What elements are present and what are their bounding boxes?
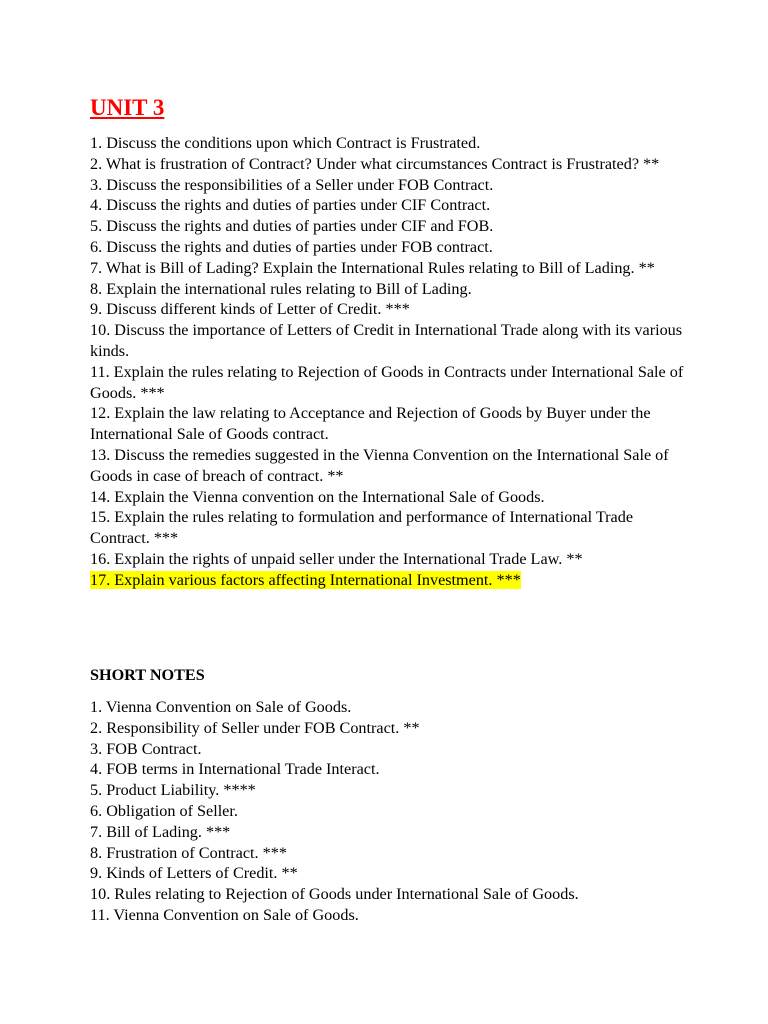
short-note-item: 4. FOB terms in International Trade Interact. xyxy=(90,760,380,779)
short-note-item: 5. Product Liability. **** xyxy=(90,781,256,800)
question-item: 6. Discuss the rights and duties of parties under FOB contract. xyxy=(90,237,493,256)
question-item: 4. Discuss the rights and duties of parties under CIF Contract. xyxy=(90,196,491,215)
question-item: 16. Explain the rights of unpaid seller under the International Trade Law. ** xyxy=(90,549,583,568)
question-list xyxy=(90,133,690,591)
question-item: 5. Discuss the rights and duties of parties under CIF and FOB. xyxy=(90,217,494,236)
short-note-item: 11. Vienna Convention on Sale of Goods. xyxy=(90,905,359,924)
question-item: 12. Explain the law relating to Acceptance and Rejection of Goods by Buyer under the International Sale of Goods contract. xyxy=(90,404,651,444)
question-item: 7. What is Bill of Lading? Explain the International Rules relating to Bill of Lading. ** xyxy=(90,258,655,277)
short-note-item: 9. Kinds of Letters of Credit. ** xyxy=(90,864,298,883)
question-item-highlighted xyxy=(90,570,690,591)
question-item: 14. Explain the Vienna convention on the International Sale of Goods. xyxy=(90,487,545,506)
short-note-item: 6. Obligation of Seller. xyxy=(90,801,238,820)
short-note-item: 10. Rules relating to Rejection of Goods under International Sale of Goods. xyxy=(90,885,579,904)
short-note-item: 7. Bill of Lading. *** xyxy=(90,822,231,841)
short-note-item: 1. Vienna Convention on Sale of Goods. xyxy=(90,698,352,716)
highlight-mark: 17. Explain various factors affecting International Investment. *** xyxy=(90,570,521,589)
question-item: 2. What is frustration of Contract? Under what circumstances Contract is Frustrated? ** xyxy=(90,154,660,173)
unit-title: UNIT 3 xyxy=(90,95,165,120)
question-item: 9. Discuss different kinds of Letter of Credit. *** xyxy=(90,300,410,319)
short-note-item: 3. FOB Contract. xyxy=(90,739,202,758)
question-item: 10. Discuss the importance of Letters of Credit in International Trade along with its various kinds. xyxy=(90,321,683,360)
short-note-item: 2. Responsibility of Seller under FOB Contract. ** xyxy=(90,718,420,737)
question-item: 1. Discuss the conditions upon which Contract is Frustrated. xyxy=(90,134,481,152)
question-item: 13. Discuss the remedies suggested in the Vienna Convention on the International Sale of Goods in case of breach of contract. ** xyxy=(90,445,669,485)
short-notes-heading: SHORT NOTES xyxy=(90,666,205,684)
question-item: 11. Explain the rules relating to Rejection of Goods in Contracts under International Sale of Goods. *** xyxy=(90,362,684,402)
short-note-item: 8. Frustration of Contract. *** xyxy=(90,843,287,862)
short-notes-list xyxy=(90,697,690,926)
question-item: 3. Discuss the responsibilities of a Seller under FOB Contract. xyxy=(90,175,494,194)
question-item: 15. Explain the rules relating to formulation and performance of International Trade Contract. *** xyxy=(90,508,634,548)
question-item: 8. Explain the international rules relating to Bill of Lading. xyxy=(90,279,472,298)
